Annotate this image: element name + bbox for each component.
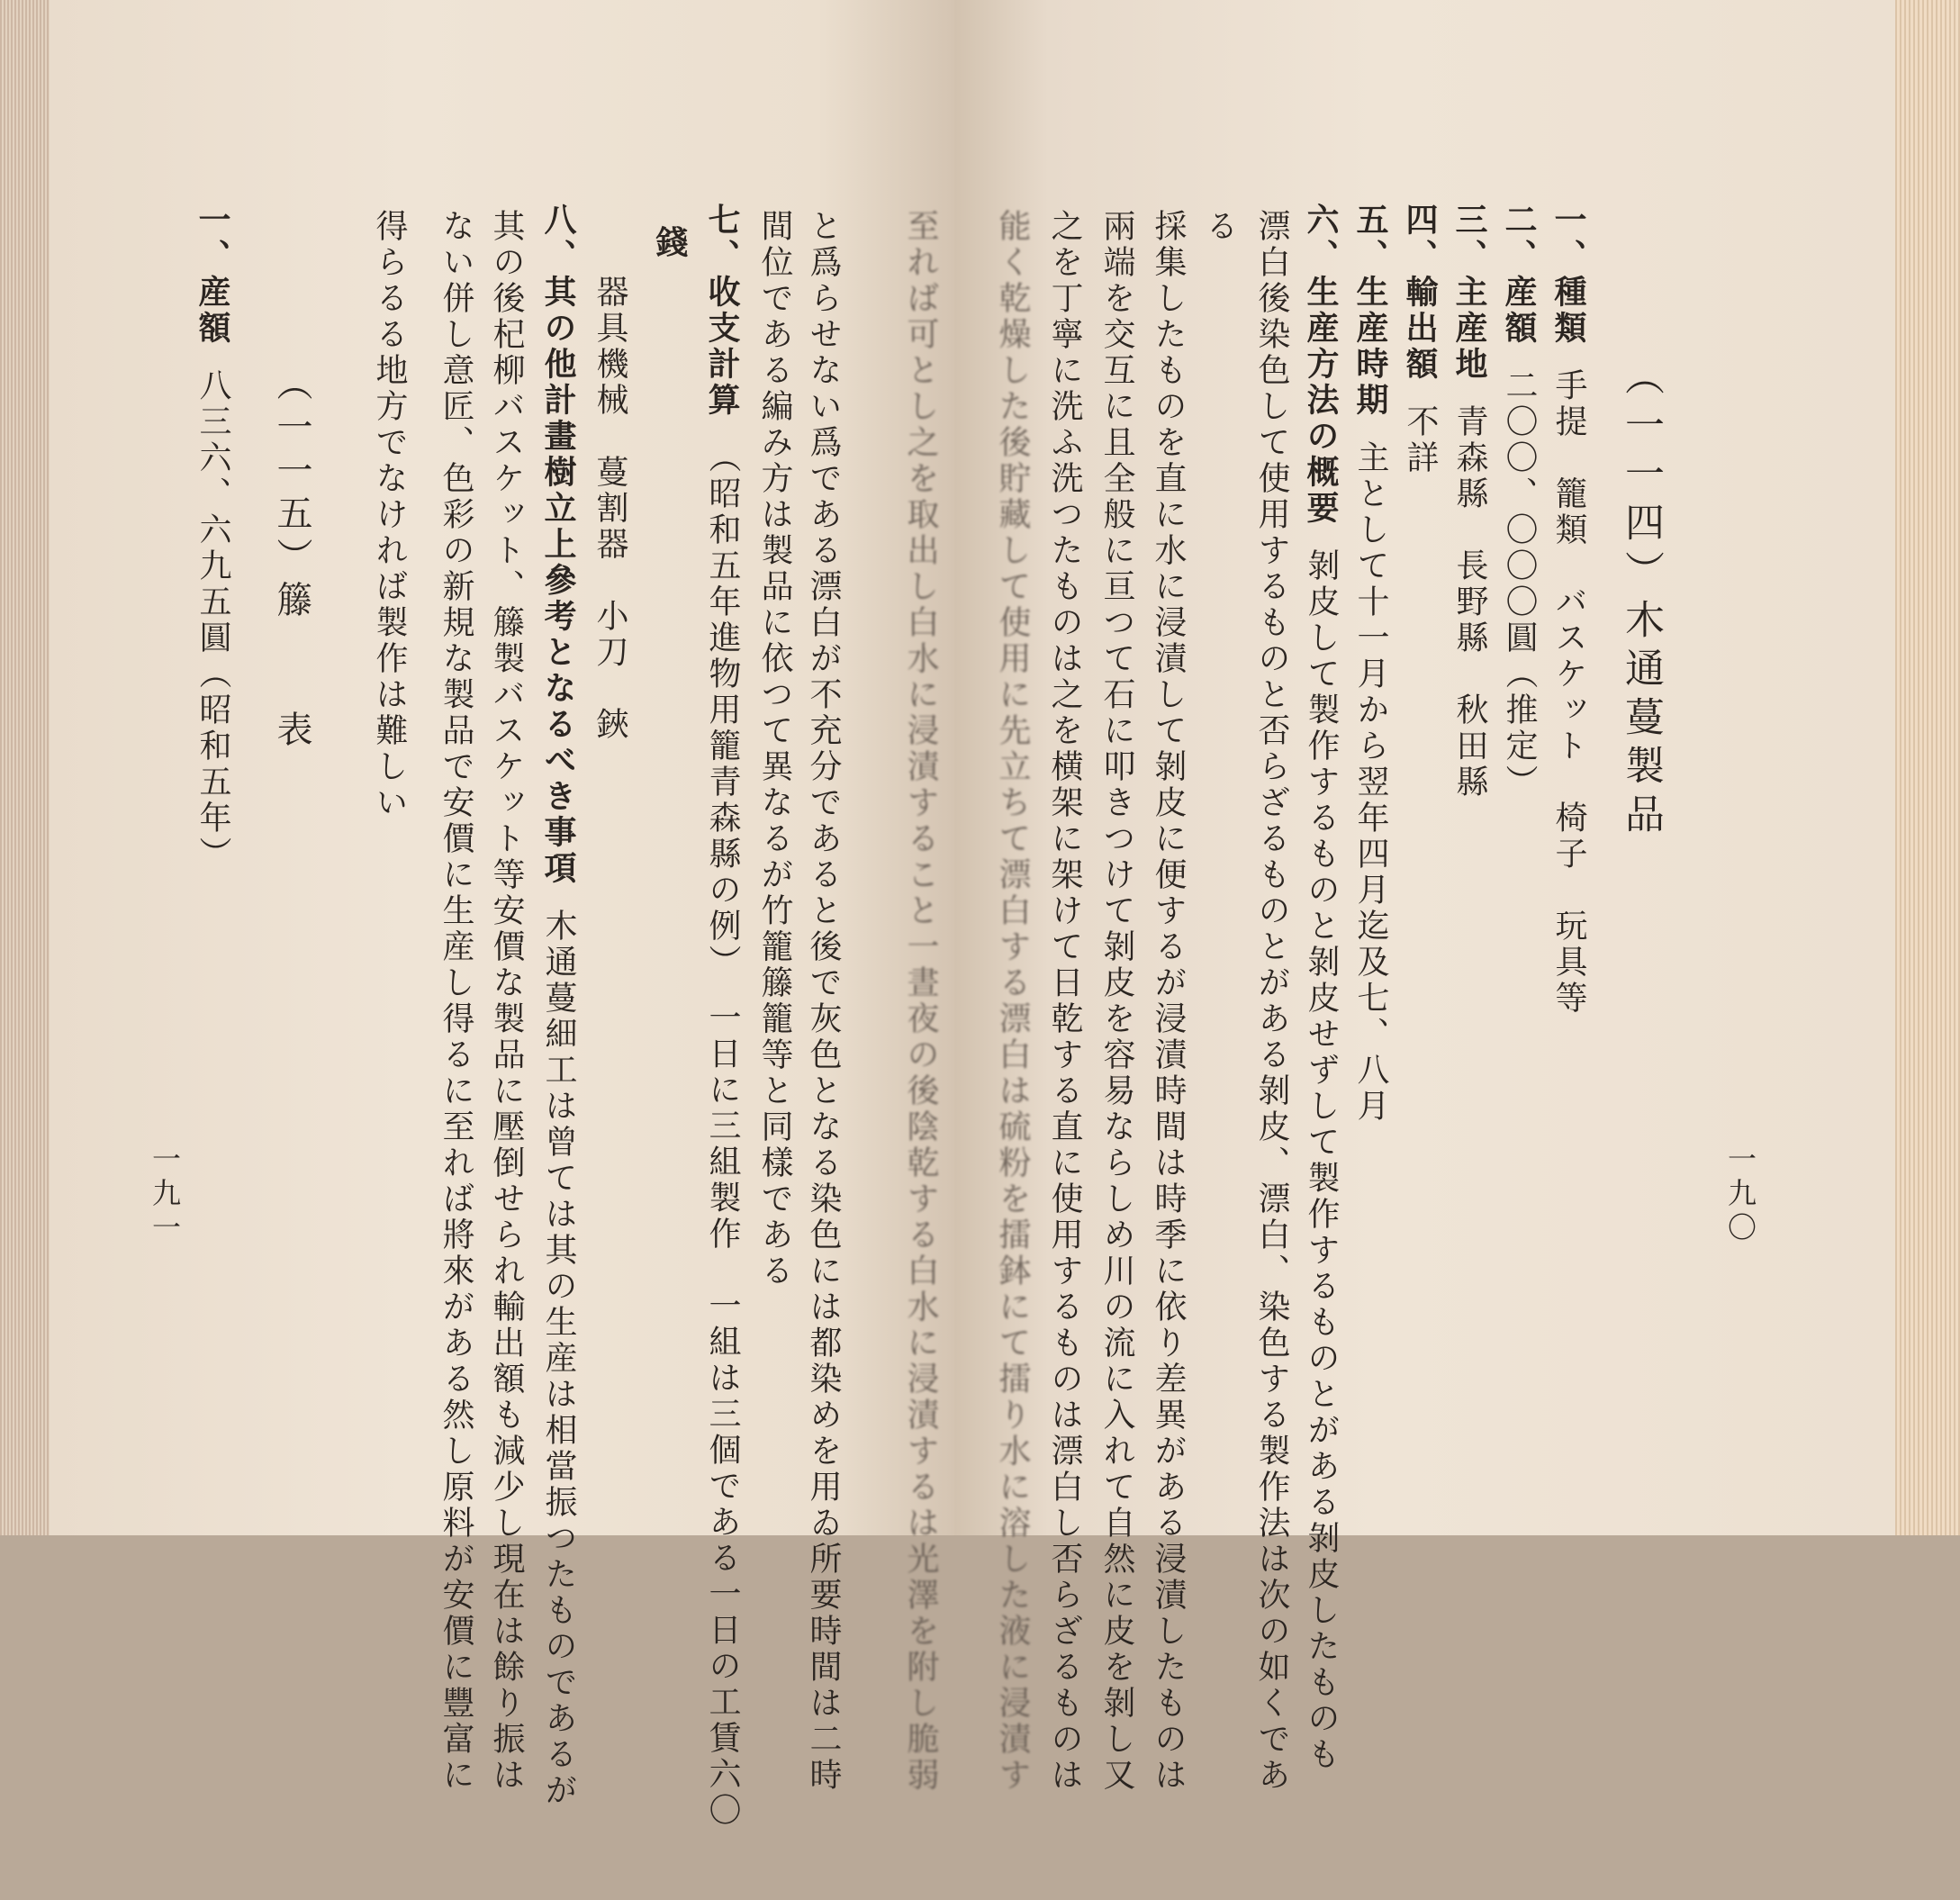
item-1-label: 一、種類 (1549, 203, 1587, 347)
next-item-1-text: 八三六、六九五圓（昭和五年） (194, 368, 231, 873)
left-item-8-line-2: ない併し意匠、色彩の新規な製品で安價に生産し得るに至れば將來がある然し原料が安價に豐富に (438, 209, 474, 1794)
right-item-4 (1400, 203, 1440, 1738)
left-body-line-1: 至れば可とし之を取出し白水に浸漬すること一晝夜の後陰乾する白水に浸漬するは光澤を附し脆弱 (902, 209, 939, 1794)
right-body-line-4: 兩端を交互に且全般に亘つて石に叩きつけて剝皮を容易ならしめ川の流に入れて自然に皮を剝し又 (1098, 209, 1135, 1794)
right-body-line-3: 採集したものを直に水に浸漬して剝皮に便するが浸漬時間は時季に依り差異がある浸漬したものは (1150, 209, 1187, 1794)
item-4-text: 不詳 (1402, 404, 1439, 476)
right-page-number: 一九〇 (1723, 1144, 1757, 1246)
left-item-8 (538, 203, 578, 1809)
item-8-text: 木通蔓細工は曾ては其の生産は相當振つたものであるが (540, 909, 577, 1809)
right-item-2 (1499, 203, 1539, 1738)
item-3-text: 青森縣 長野縣 秋田縣 (1451, 404, 1488, 801)
left-page-number: 一九一 (148, 1144, 182, 1246)
item-3-label: 三、主産地 (1450, 203, 1488, 383)
item-8-label: 八、其の他計畫樹立上參考となるべき事項 (539, 203, 577, 887)
right-body-line-5: 之を丁寧に洗ふ洗つたものは之を横架に架けて日乾する直に使用するものは漂白し否らざるものは (1046, 209, 1083, 1794)
page-edge-left (0, 0, 50, 1535)
right-item-3 (1450, 203, 1489, 1738)
right-item-5 (1350, 203, 1390, 1738)
left-item-8-line-1: 其の後杞柳バスケット、籐製バスケット等安價な製品に壓倒せられ輸出額も減少し現在は餘り振は (488, 209, 525, 1794)
left-item-7-cont: 錢 (651, 225, 689, 261)
left-next-item-1 (193, 203, 232, 1738)
right-body-line-6: 能く乾燥した後貯藏して使用に先立ちて漂白する漂白は硫粉を擂鉢にて擂り水に溶した液に浸漬す (994, 209, 1031, 1794)
item-7-label: 七、收支計算 (703, 203, 741, 419)
item-6-text: 剝皮して製作するものと剝皮せずして製作するものとがある剝皮したものも (1303, 548, 1340, 1773)
left-body-line-2: と爲らせない爲である漂白が不充分であると後で灰色となる染色には都染めを用ゐ所要時間は二時 (805, 209, 842, 1794)
page-edge-right (1895, 0, 1960, 1535)
right-item-6 (1301, 203, 1341, 1773)
next-item-1-label: 一、産額 (194, 203, 231, 347)
item-4-label: 四、輸出額 (1401, 203, 1439, 383)
left-item-8-line-3: 得らるる地方でなければ製作は難しい (371, 209, 408, 821)
right-item-1 (1549, 203, 1588, 1738)
item-7-text: （昭和五年進物用籠青森縣の例） 一日に三組製作 一組は三個である一日の工賃六〇 (704, 440, 741, 1829)
left-body-line-3: 間位である編み方は製品に依つて異なるが竹籠籐籠等と同樣である (756, 209, 793, 1289)
item-2-label: 二、産額 (1500, 203, 1538, 347)
right-body-line-1: 漂白後染色して使用するものと否らざるものとがある剝皮、漂白、染色する製作法は次の如くであ (1253, 209, 1290, 1794)
section-heading: （一一四）木通蔓製品 (1618, 356, 1664, 842)
left-tools-line: 器具機械 蔓割器 小刀 鋏 (592, 275, 628, 743)
item-2-text: 二〇〇、〇〇〇圓（推定） (1501, 368, 1538, 801)
item-5-text: 主として十一月から翌年四月迄及七、八月 (1352, 440, 1389, 1125)
item-5-label: 五、生産時期 (1351, 203, 1389, 419)
right-body-line-2: る (1201, 209, 1238, 245)
left-item-7 (702, 203, 742, 1829)
item-6-label: 六、生産方法の概要 (1302, 203, 1340, 527)
item-1-text: 手提 籠類 バスケット 椅子 玩具等 (1550, 368, 1587, 1017)
next-section-heading: （一一五）籐 表 (271, 365, 312, 754)
